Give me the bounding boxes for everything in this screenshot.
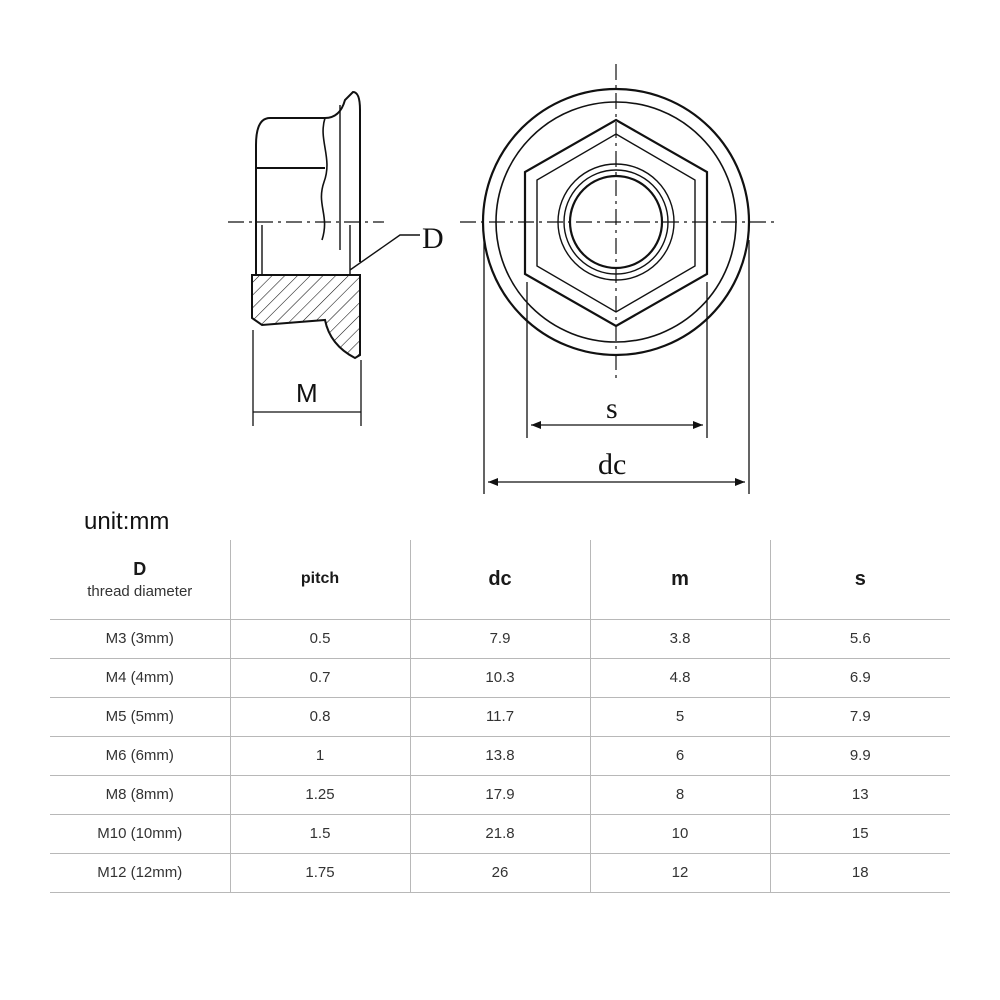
cell-m: 4.8 xyxy=(590,658,770,697)
cell-dc: 13.8 xyxy=(410,736,590,775)
cell-d: M3 (3mm) xyxy=(50,619,230,658)
cell-dc: 7.9 xyxy=(410,619,590,658)
cell-s: 13 xyxy=(770,775,950,814)
cell-pitch: 1.5 xyxy=(230,814,410,853)
cell-d: M10 (10mm) xyxy=(50,814,230,853)
cell-s: 9.9 xyxy=(770,736,950,775)
table-row xyxy=(50,736,950,775)
cell-s: 7.9 xyxy=(770,697,950,736)
header-m: m xyxy=(590,540,770,619)
header-dc: dc xyxy=(410,540,590,619)
cell-dc: 17.9 xyxy=(410,775,590,814)
table-row xyxy=(50,853,950,892)
cell-m: 10 xyxy=(590,814,770,853)
cell-d: M8 (8mm) xyxy=(50,775,230,814)
top-view xyxy=(460,64,776,494)
table-row xyxy=(50,658,950,697)
cell-pitch: 0.8 xyxy=(230,697,410,736)
cell-m: 6 xyxy=(590,736,770,775)
cell-pitch: 0.7 xyxy=(230,658,410,697)
s-label: s xyxy=(606,392,618,425)
cell-pitch: 1.75 xyxy=(230,853,410,892)
cell-d: M5 (5mm) xyxy=(50,697,230,736)
cell-dc: 11.7 xyxy=(410,697,590,736)
header-s: s xyxy=(770,540,950,619)
cell-s: 6.9 xyxy=(770,658,950,697)
cell-d: M4 (4mm) xyxy=(50,658,230,697)
cell-s: 18 xyxy=(770,853,950,892)
cell-m: 8 xyxy=(590,775,770,814)
table-row xyxy=(50,619,950,658)
header-d-main: D xyxy=(133,558,147,579)
side-view xyxy=(228,92,420,426)
cell-dc: 21.8 xyxy=(410,814,590,853)
cell-dc: 26 xyxy=(410,853,590,892)
cell-pitch: 0.5 xyxy=(230,619,410,658)
header-d-sub: thread diameter xyxy=(87,582,193,600)
spec-table xyxy=(50,540,950,893)
table-header-row xyxy=(50,540,950,619)
cell-s: 5.6 xyxy=(770,619,950,658)
cell-m: 3.8 xyxy=(590,619,770,658)
cell-dc: 10.3 xyxy=(410,658,590,697)
cell-m: 12 xyxy=(590,853,770,892)
table-row xyxy=(50,697,950,736)
unit-label: unit:mm xyxy=(84,508,170,535)
header-pitch: pitch xyxy=(230,540,410,619)
cell-s: 15 xyxy=(770,814,950,853)
table-row xyxy=(50,775,950,814)
cell-pitch: 1.25 xyxy=(230,775,410,814)
d-label: D xyxy=(422,222,444,255)
cell-d: M6 (6mm) xyxy=(50,736,230,775)
cell-d: M12 (12mm) xyxy=(50,853,230,892)
header-d xyxy=(50,540,230,619)
m-label: M xyxy=(296,378,318,408)
dc-label: dc xyxy=(598,448,627,481)
cell-m: 5 xyxy=(590,697,770,736)
cell-pitch: 1 xyxy=(230,736,410,775)
table-row xyxy=(50,814,950,853)
